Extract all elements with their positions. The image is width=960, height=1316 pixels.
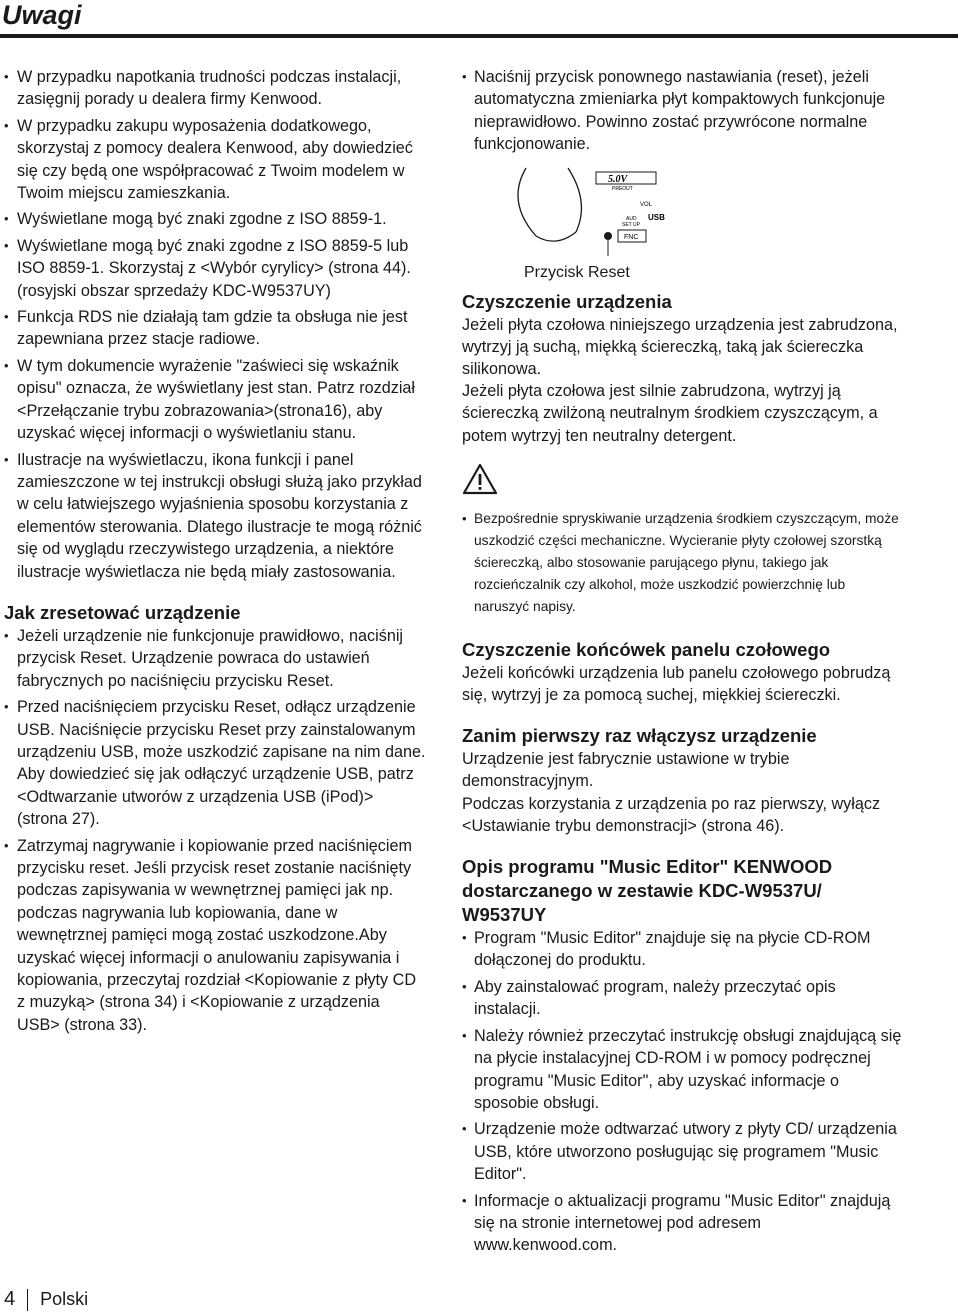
clean-para: Jeżeli płyta czołowa jest silnie zabrudzona, wytrzyj ją ściereczką zwilżoną neutralnym środkiem czyszczącym, a potem wytrzyj ten neutralny detergent. bbox=[462, 382, 878, 445]
page-title: Uwagi bbox=[2, 0, 82, 30]
footer-divider bbox=[27, 1289, 28, 1311]
list-item: • Należy również przeczytać instrukcję obsługi znajdującą się na płycie instalacyjnej CD-ROM i w pomocy podręcznej programu "Music Editor", aby uzyskać informacje o sposobie obsługi. bbox=[462, 1025, 902, 1115]
list-item: • Aby zainstalować program, należy przeczytać opis instalacji. bbox=[462, 976, 902, 1021]
list-item: • Naciśnij przycisk ponownego nastawiania (reset), jeżeli automatyczna zmieniarka płyt kompaktowych funkcjonuje nieprawidłowo. Powinno zostać przywrócone normalne funkcjonowanie. bbox=[462, 66, 902, 156]
left-column bbox=[4, 66, 426, 1040]
reset-list bbox=[4, 625, 426, 1036]
page-footer bbox=[4, 1288, 88, 1311]
list-item: • Bezpośrednie spryskiwanie urządzenia środkiem czyszczącym, może uszkodzić części mechaniczne. Wycieranie płyty czołowej szorstką ściereczką, albo stosowanie parującego płynu, takiego jak rozcieńczalnik czy alkohol, może uszkodzić powierzchnię lub naruszyć napisy. bbox=[462, 508, 902, 618]
list-item: • W przypadku zakupu wyposażenia dodatkowego, skorzystaj z pomocy dealera Kenwood, aby dowiedzieć się czy będą one współpracować z Twoim modelem w Twoim miejscu zamieszkania. bbox=[4, 115, 426, 205]
notes-list bbox=[4, 66, 426, 583]
first-use-para: Urządzenie jest fabrycznie ustawione w trybie demonstracyjnym. bbox=[462, 750, 790, 791]
page-number: 4 bbox=[4, 1288, 16, 1310]
list-item: • Informacje o aktualizacji programu "Music Editor" znajdują się na stronie internetowej pod adresem www.kenwood.com. bbox=[462, 1190, 902, 1257]
first-use-para: Podczas korzystania z urządzenia po raz pierwszy, wyłącz <Ustawianie trybu demonstracji> (strona 46). bbox=[462, 794, 881, 835]
first-use-heading: Zanim pierwszy raz włączysz urządzenie bbox=[462, 725, 817, 747]
label-setup: SET UP bbox=[622, 221, 640, 228]
reset-button-illustration bbox=[496, 162, 696, 262]
list-item: • Przed naciśnięciem przycisku Reset, odłącz urządzenie USB. Naciśnięcie przycisku Reset przy zainstalowanym urządzeniu USB, może uszkodzić zapisane na nim dane. Aby dowiedzieć się jak odłączyć urządzenie USB, patrz <Odtwarzanie utworów z urządzenia USB (iPod)> (strona 27). bbox=[4, 696, 426, 830]
label-vol: VOL bbox=[640, 201, 653, 208]
reset-note-list bbox=[462, 66, 902, 156]
editor-heading: Opis programu "Music Editor" KENWOOD dostarczanego w zestawie KDC-W9537U/ W9537UY bbox=[462, 856, 833, 926]
connector-para: Jeżeli końcówki urządzenia lub panelu czołowego pobrudzą się, wytrzyj je za pomocą suchej, miękkiej ściereczki. bbox=[462, 663, 891, 705]
clean-heading: Czyszczenie urządzenia bbox=[462, 290, 672, 312]
list-item: • Program "Music Editor" znajduje się na płycie CD-ROM dołączonej do produktu. bbox=[462, 927, 902, 972]
list-item: • Zatrzymaj nagrywanie i kopiowanie przed naciśnięciem przycisku reset. Jeśli przycisk reset zostanie naciśnięty podczas zapisywania w wewnętrznej pamięci jak np. podczas nagrywania lub kopiowania, dane w wewnętrznej pamięci mogą zostać uszkodzone.Aby uzyskać więcej informacji o anulowaniu zapisywania i kopiowania, przeczytaj rozdział <Kopiowanie z płyty CD z muzyką> (strona 34) i <Kopiowanie z urządzenia USB> (strona 33). bbox=[4, 835, 426, 1037]
list-item: • W tym dokumencie wyrażenie "zaświeci się wskaźnik opisu" oznacza, że wyświetlany jest stan. Patrz rozdział <Przełączanie trybu zobrazowania>(strona16), aby uzyskać więcej informacji o wyświetlaniu stanu. bbox=[4, 355, 426, 445]
device-panel-drawing bbox=[496, 162, 696, 262]
warning-list bbox=[462, 508, 902, 618]
label-usb: USB bbox=[648, 212, 665, 222]
label-fnc: FNC bbox=[624, 233, 639, 241]
clean-para: Jeżeli płyta czołowa niniejszego urządzenia jest zabrudzona, wytrzyj ją suchą, miękką ściereczką, taką jak ściereczka silikonowa. bbox=[462, 315, 898, 379]
footer-language: Polski bbox=[40, 1289, 89, 1309]
figure-caption: Przycisk Reset bbox=[524, 263, 630, 281]
editor-list bbox=[462, 927, 902, 1257]
label-aud: AUD bbox=[626, 215, 637, 222]
list-item: • Wyświetlane mogą być znaki zgodne z ISO 8859-5 lub ISO 8859-1. Skorzystaj z <Wybór cyrylicy> (strona 44). (rosyjski obszar sprzedaży KDC-W9537UY) bbox=[4, 235, 426, 302]
label-5v: 5.0V bbox=[608, 173, 628, 185]
list-item: • Ilustracje na wyświetlaczu, ikona funkcji i panel zamieszczone w tej instrukcji obsługi służą jako przykład w celu łatwiejszego wyjaśnienia sposobu korzystania z elementów sterowania. Dlatego ilustracje te mogą różnić się od wyglądu rzeczywistego urządzenia, a niektóre ilustracje wyświetlacza nie będą miały zastosowania. bbox=[4, 449, 426, 583]
label-preout: PREOUT bbox=[612, 185, 633, 192]
list-item: • Jeżeli urządzenie nie funkcjonuje prawidłowo, naciśnij przycisk Reset. Urządzenie powraca do ustawień fabrycznych po naciśnięciu przycisku Reset. bbox=[4, 625, 426, 692]
reset-button-dot bbox=[604, 232, 612, 240]
right-column bbox=[462, 66, 902, 1261]
connector-heading: Czyszczenie końcówek panelu czołowego bbox=[462, 638, 831, 660]
list-item: • W przypadku napotkania trudności podczas instalacji, zasięgnij porady u dealera firmy Kenwood. bbox=[4, 66, 426, 111]
reset-heading: Jak zresetować urządzenie bbox=[4, 601, 241, 623]
list-item: • Funkcja RDS nie działają tam gdzie ta obsługa nie jest zapewniana przez stacje radiowe. bbox=[4, 306, 426, 351]
list-item: • Wyświetlane mogą być znaki zgodne z ISO 8859-1. bbox=[4, 208, 426, 230]
title-rule bbox=[0, 34, 958, 38]
warning-icon bbox=[462, 463, 902, 500]
list-item: • Urządzenie może odtwarzać utwory z płyty CD/ urządzenia USB, które utworzono posługując się programem "Music Editor". bbox=[462, 1118, 902, 1185]
